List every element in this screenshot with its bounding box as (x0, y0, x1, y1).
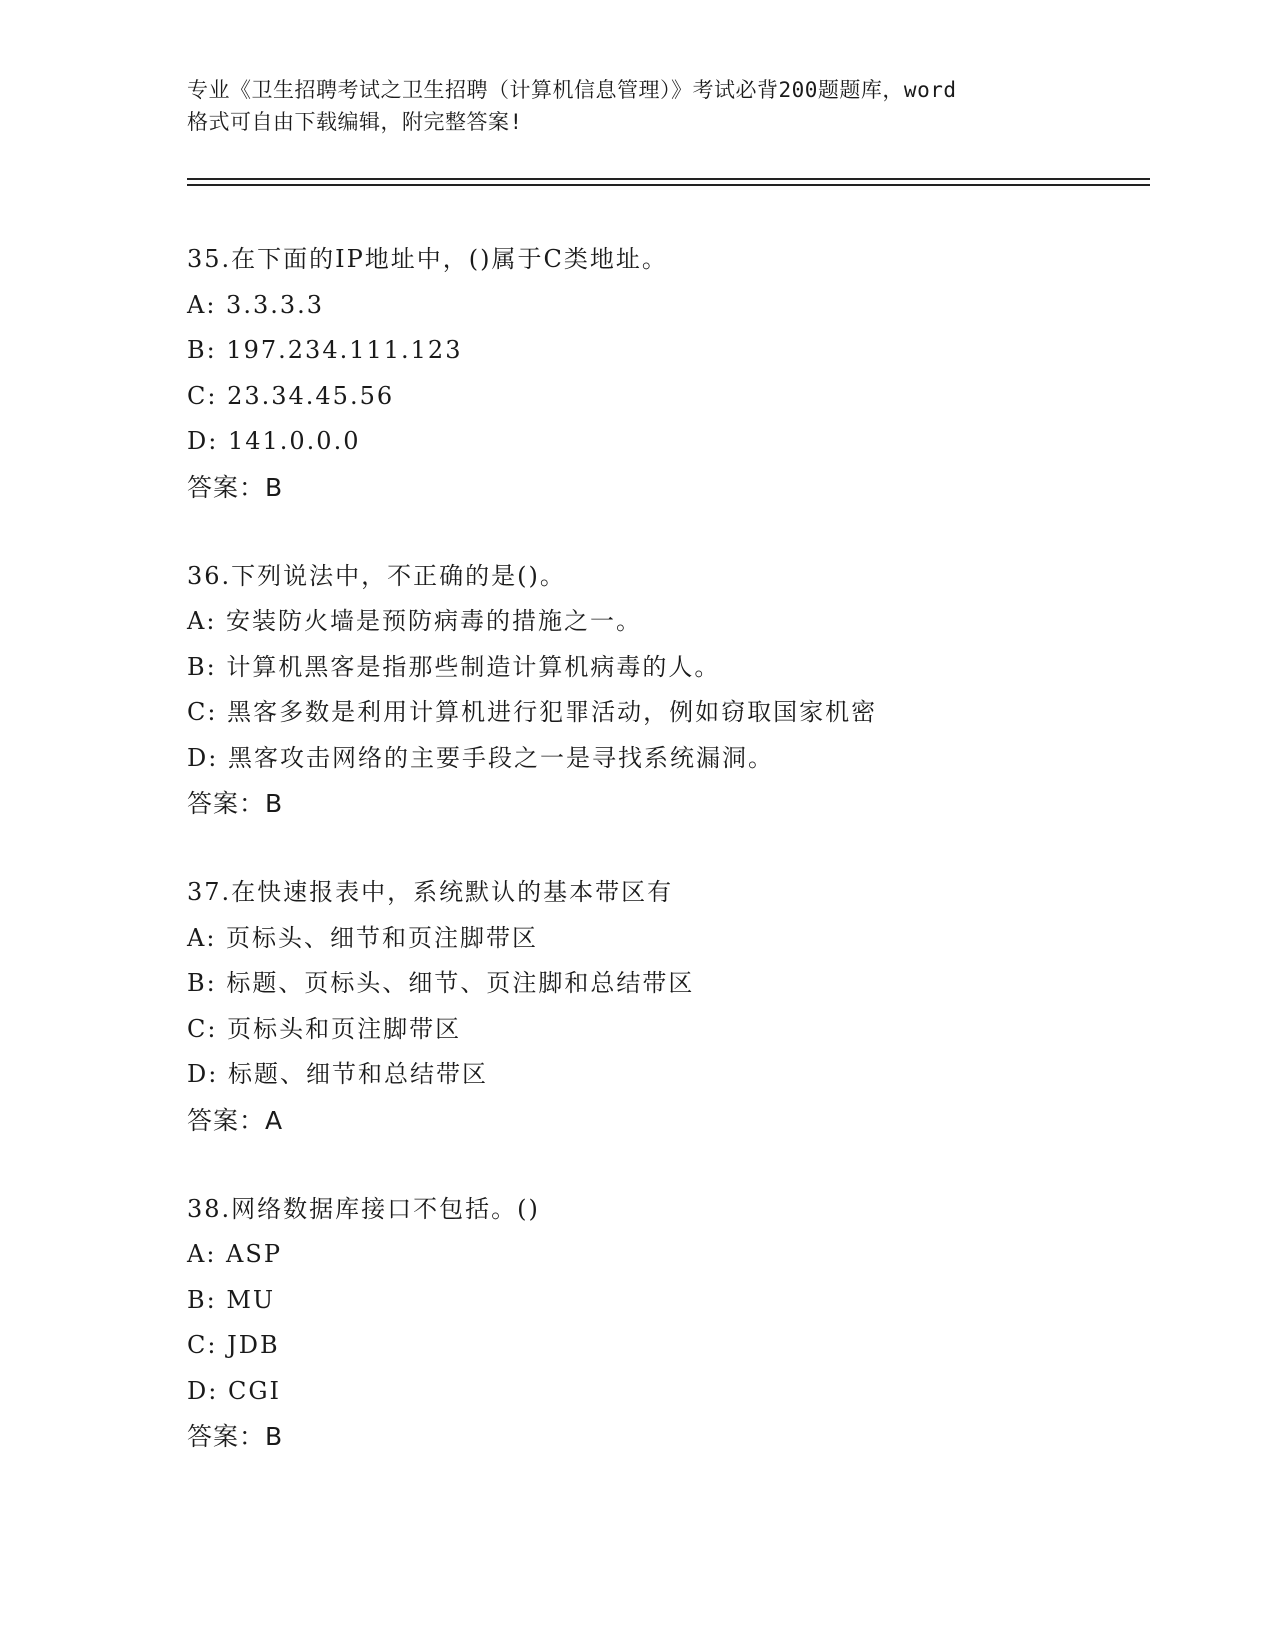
option-d: D: CGI (187, 1376, 281, 1405)
question-stem: 35.在下面的IP地址中，()属于C类地址。 (187, 245, 668, 273)
header-intro-line-1: 专业《卫生招聘考试之卫生招聘（计算机信息管理）》考试必背200题题库，word (187, 78, 957, 102)
option-d: D: 标题、细节和总结带区 (187, 1060, 488, 1088)
question-35 (187, 237, 1167, 510)
answer-line: 答案：B (187, 1422, 284, 1451)
answer-line: 答案：A (187, 1105, 284, 1135)
option-a: A: 3.3.3.3 (187, 290, 325, 319)
question-list (187, 237, 1167, 1503)
option-d: D: 141.0.0.0 (187, 427, 361, 455)
question-stem: 36.下列说法中，不正确的是()。 (187, 561, 566, 590)
option-c: C: 页标头和页注脚带区 (187, 1014, 462, 1043)
option-a: A: 安装防火墙是预防病毒的措施之一。 (187, 607, 643, 635)
option-b: B: 计算机黑客是指那些制造计算机病毒的人。 (187, 652, 721, 681)
question-stem: 37.在快速报表中，系统默认的基本带区有 (187, 878, 674, 906)
option-a: A: 页标头、细节和页注脚带区 (187, 923, 539, 952)
option-b: B: 197.234.111.123 (187, 336, 463, 364)
option-b: B: 标题、页标头、细节、页注脚和总结带区 (187, 969, 695, 997)
question-38 (187, 1187, 1167, 1460)
option-a: A: ASP (187, 1240, 282, 1268)
question-37 (187, 870, 1167, 1143)
option-d: D: 黑客攻击网络的主要手段之一是寻找系统漏洞。 (187, 743, 774, 772)
header-divider-top (187, 178, 1150, 180)
question-36 (187, 554, 1167, 827)
document-header (187, 74, 1087, 138)
header-divider-bottom (187, 184, 1150, 186)
option-c: C: 23.34.45.56 (187, 381, 395, 410)
option-b: B: MU (187, 1285, 276, 1314)
header-intro-line-2: 格式可自由下载编辑，附完整答案! (187, 110, 523, 134)
question-stem: 38.网络数据库接口不包括。() (187, 1194, 540, 1223)
answer-line: 答案：B (187, 789, 284, 818)
option-c: C: JDB (187, 1331, 280, 1359)
answer-line: 答案：B (187, 472, 284, 502)
option-c: C: 黑客多数是利用计算机进行犯罪活动，例如窃取国家机密 (187, 698, 878, 726)
